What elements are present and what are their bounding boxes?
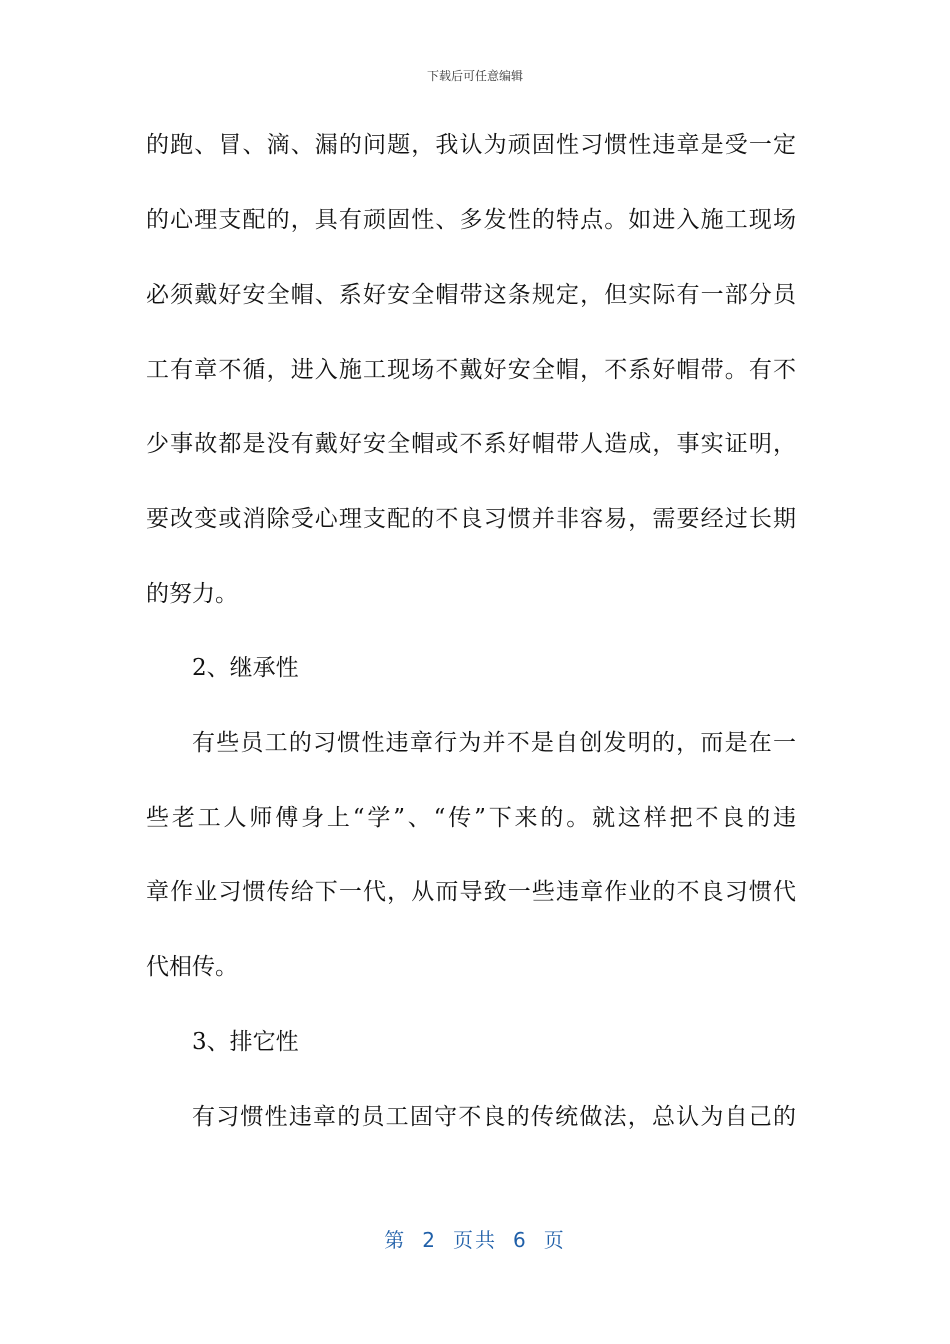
body-line: 章作业习惯传给下一代，从而导致一些违章作业的不良习惯代: [146, 879, 796, 905]
body-line: 的心理支配的，具有顽固性、多发性的特点。如进入施工现场: [146, 207, 796, 233]
body-line: 的跑、冒、滴、漏的问题，我认为顽固性习惯性违章是受一定: [146, 132, 796, 158]
page-word: 第: [384, 1228, 407, 1252]
page-mid: 页共: [453, 1228, 497, 1252]
total-pages: 6: [513, 1228, 528, 1252]
body-line: 有些员工的习惯性违章行为并不是自创发明的，而是在一: [192, 730, 796, 756]
body-line: 少事故都是没有戴好安全帽或不系好帽带人造成，事实证明，: [146, 431, 796, 457]
body-line: 要改变或消除受心理支配的不良习惯并非容易，需要经过长期: [146, 506, 796, 532]
body-line: 代相传。: [146, 954, 238, 980]
page-number: 2: [422, 1228, 437, 1252]
body-line: 些老工人师傅身上“学”、“传”下来的。就这样把不良的违: [146, 805, 796, 831]
section-heading: 2、继承性: [192, 655, 299, 681]
page-footer: [0, 1224, 950, 1253]
page-header: 下载后可任意编辑: [426, 69, 523, 83]
page-end: 页: [543, 1228, 566, 1252]
body-line: 的努力。: [146, 581, 238, 607]
body-line: 有习惯性违章的员工固守不良的传统做法，总认为自己的: [192, 1104, 796, 1130]
section-heading: 3、排它性: [192, 1029, 299, 1055]
body-line: 必须戴好安全帽、系好安全帽带这条规定，但实际有一部分员: [146, 282, 796, 308]
body-line: 工有章不循，进入施工现场不戴好安全帽，不系好帽带。有不: [146, 357, 796, 383]
